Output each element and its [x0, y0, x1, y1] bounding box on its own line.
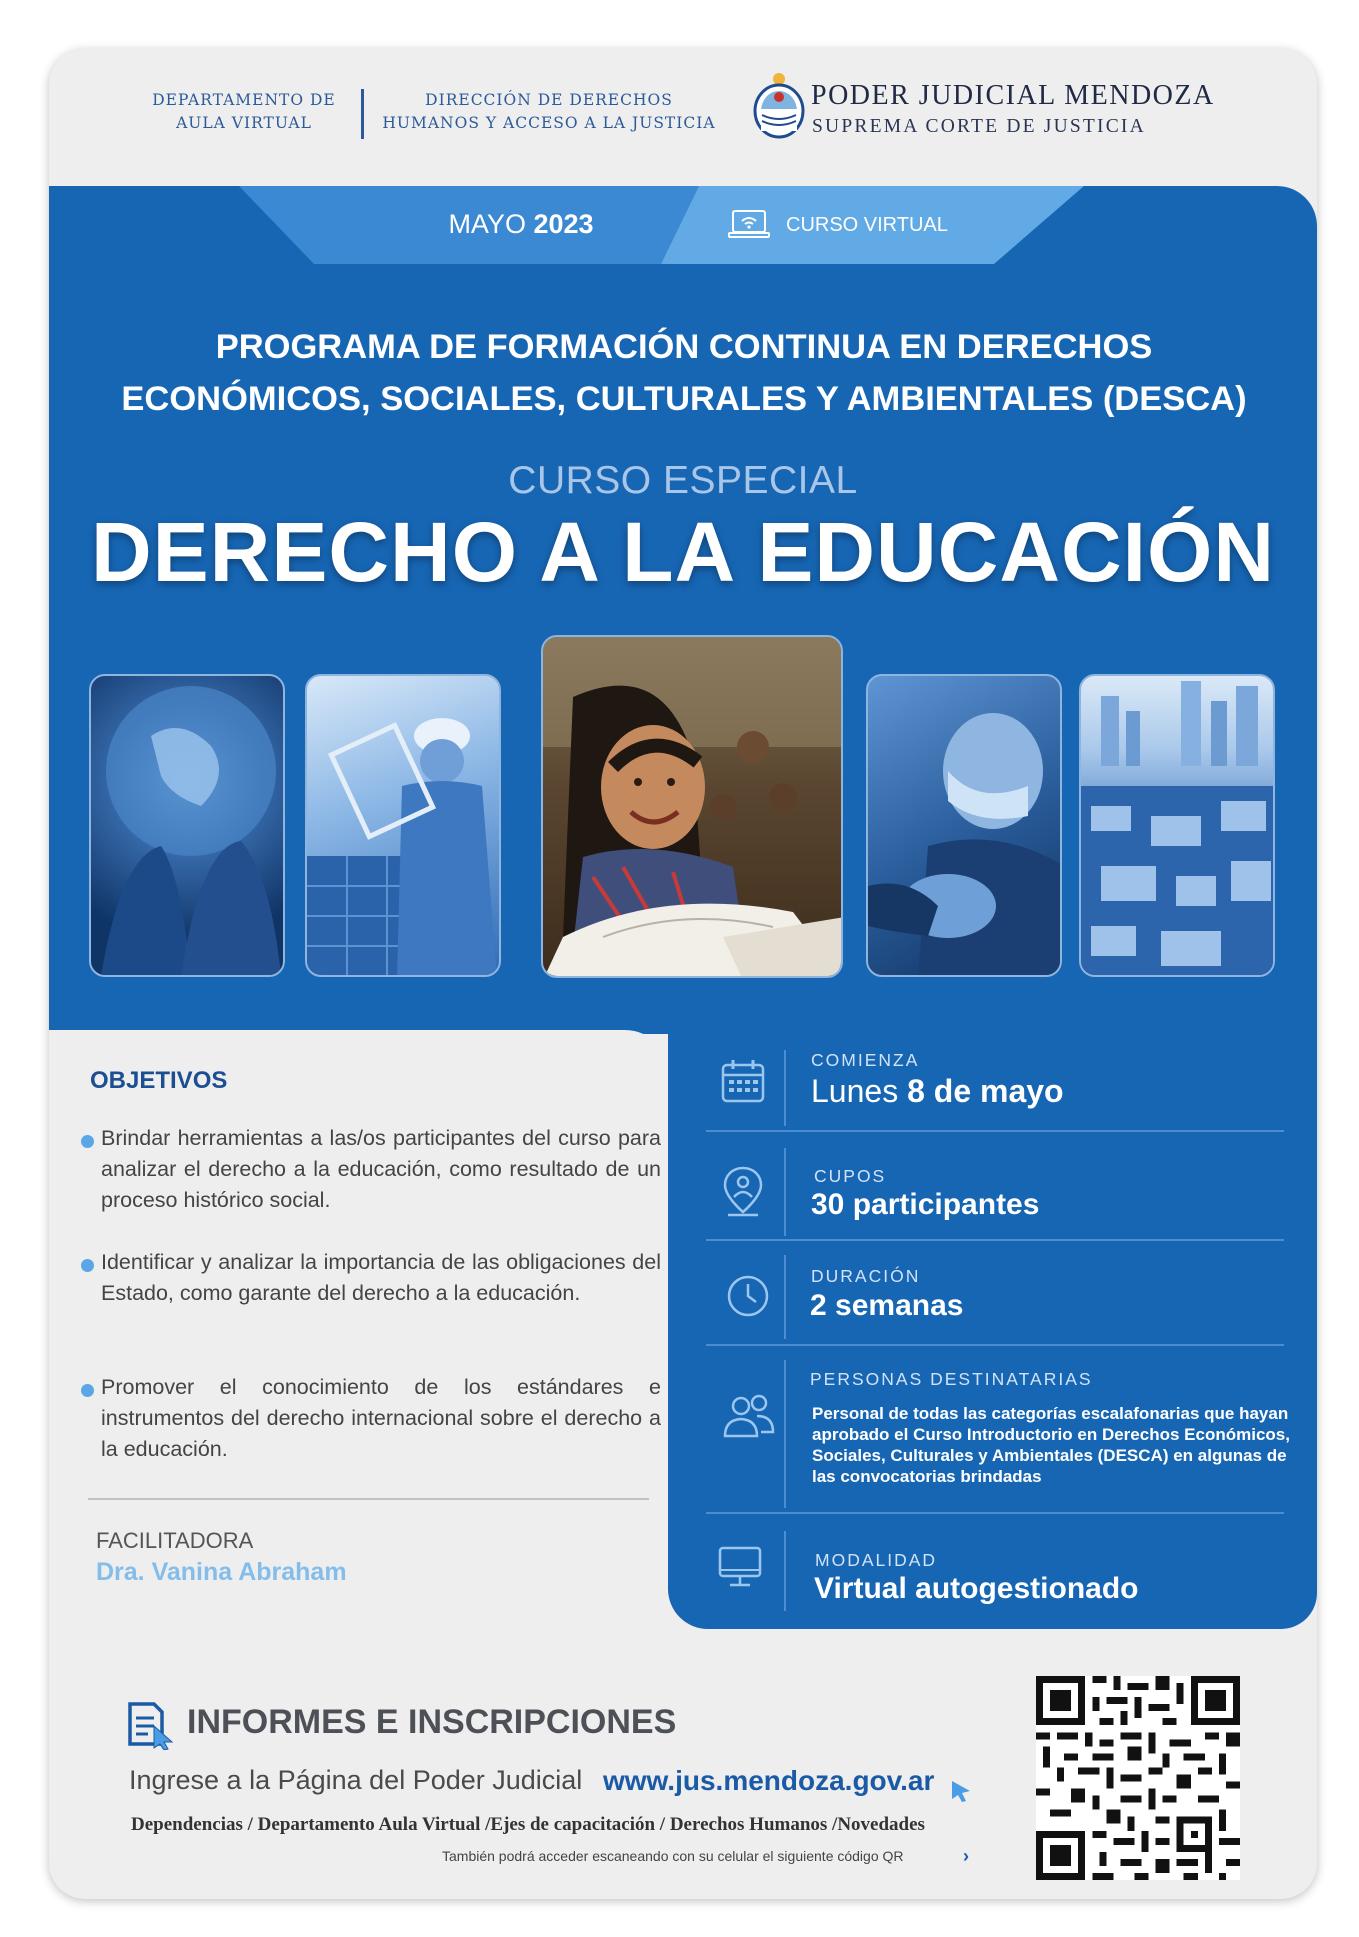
website-link[interactable]: www.jus.mendoza.gov.ar	[603, 1765, 935, 1796]
info-divider	[784, 1531, 786, 1611]
course-mode-tab: CURSO VIRTUAL	[786, 214, 948, 236]
ingrese-text: Ingrese a la Página del Poder Judicial	[129, 1765, 583, 1795]
seats-value: 30 participantes	[811, 1188, 1040, 1221]
photo-city-housing	[1079, 674, 1275, 977]
duration-label: DURACIÓN	[811, 1266, 921, 1286]
audience-label: PERSONAS DESTINATARIAS	[810, 1369, 1093, 1389]
navigation-path: Dependencias / Departamento Aula Virtual /Ejes de capacitación / Derechos Humanos /Novedades	[131, 1814, 925, 1835]
header-separator	[361, 89, 364, 139]
mode-label: MODALIDAD	[815, 1550, 938, 1570]
info-row-separator	[706, 1344, 1284, 1346]
objective-item-2: Identificar y analizar la importancia de las obligaciones del Estado, como garante del derecho a la educación.	[101, 1250, 661, 1305]
tab-strip	[49, 186, 1317, 264]
info-divider	[784, 1050, 786, 1126]
info-divider	[784, 1360, 786, 1508]
course-month: MAYO 2023	[448, 209, 594, 239]
course-title: DERECHO A LA EDUCACIÓN	[90, 505, 1275, 599]
info-row-separator	[706, 1239, 1284, 1241]
info-row-separator	[706, 1512, 1284, 1514]
info-row-separator	[706, 1130, 1284, 1132]
mendoza-seal-icon	[752, 71, 806, 139]
audience-value: Personal de todas las categorías escalafonarias que hayan aprobado el Curso Introductorio en Derechos Económicos, Sociales, Culturales y Ambientales (DESCA) en algunas de las convocatorias brindadas	[812, 1404, 1290, 1486]
clock-icon	[725, 1273, 771, 1319]
calendar-icon	[720, 1058, 766, 1104]
monitor-icon	[717, 1545, 763, 1589]
objectives-divider	[88, 1498, 649, 1500]
laptop-wifi-icon	[728, 209, 770, 239]
objective-item-3: Promover el conocimiento de los estándares e instrumentos del derecho internacional sobre el derecho a la educación.	[101, 1375, 661, 1461]
start-value: Lunes 8 de mayo	[811, 1073, 1064, 1109]
flyer-card	[49, 49, 1317, 1899]
objective-item-1: Brindar herramientas a las/os participantes del curso para analizar el derecho a la educación, como resultado de un proceso histórico social.	[101, 1126, 661, 1212]
photo-child-classroom	[541, 635, 843, 978]
mode-value: Virtual autogestionado	[814, 1572, 1139, 1605]
info-divider	[784, 1255, 786, 1339]
objective-bullet	[81, 1384, 94, 1397]
objective-bullet	[81, 1259, 94, 1272]
duration-value: 2 semanas	[810, 1289, 964, 1322]
info-divider	[784, 1148, 786, 1236]
program-title: PROGRAMA DE FORMACIÓN CONTINUA EN DERECHOS ECONÓMICOS, SOCIALES, CULTURALES Y AMBIENTALES (DESCA)	[121, 328, 1247, 418]
start-label: COMIENZA	[811, 1050, 920, 1070]
objective-bullet	[81, 1135, 94, 1148]
facilitator-label: FACILITADORA	[96, 1528, 254, 1553]
facilitator-name: Dra. Vanina Abraham	[96, 1558, 347, 1586]
course-info-panel	[668, 1030, 1317, 1629]
direccion-derechos-humanos: DIRECCIÓN DE DERECHOS HUMANOS Y ACCESO A LA JUSTICIA	[382, 91, 716, 132]
informes-title: INFORMES E INSCRIPCIONES	[187, 1703, 677, 1741]
qr-code[interactable]	[1036, 1676, 1240, 1880]
org-subtitle: SUPREMA CORTE DE JUSTICIA	[812, 116, 1146, 137]
people-icon	[721, 1392, 777, 1440]
photo-globe-hands	[89, 674, 285, 977]
seats-label: CUPOS	[814, 1166, 887, 1186]
form-document-icon	[124, 1698, 176, 1750]
cursor-arrow-icon	[950, 1779, 972, 1803]
course-kicker: CURSO ESPECIAL	[508, 459, 858, 502]
org-title: PODER JUDICIAL MENDOZA	[811, 80, 1215, 111]
photo-vaccination	[866, 674, 1062, 977]
location-pin-icon	[720, 1165, 766, 1217]
objectives-title: OBJETIVOS	[90, 1067, 228, 1094]
qr-note: También podrá acceder escaneando con su celular el siguiente código QR	[442, 1848, 904, 1864]
chevron-right-icon: ›	[963, 1846, 969, 1866]
dept-aula-virtual: DEPARTAMENTO DE AULA VIRTUAL	[152, 91, 336, 132]
photo-construction-worker	[305, 674, 501, 977]
